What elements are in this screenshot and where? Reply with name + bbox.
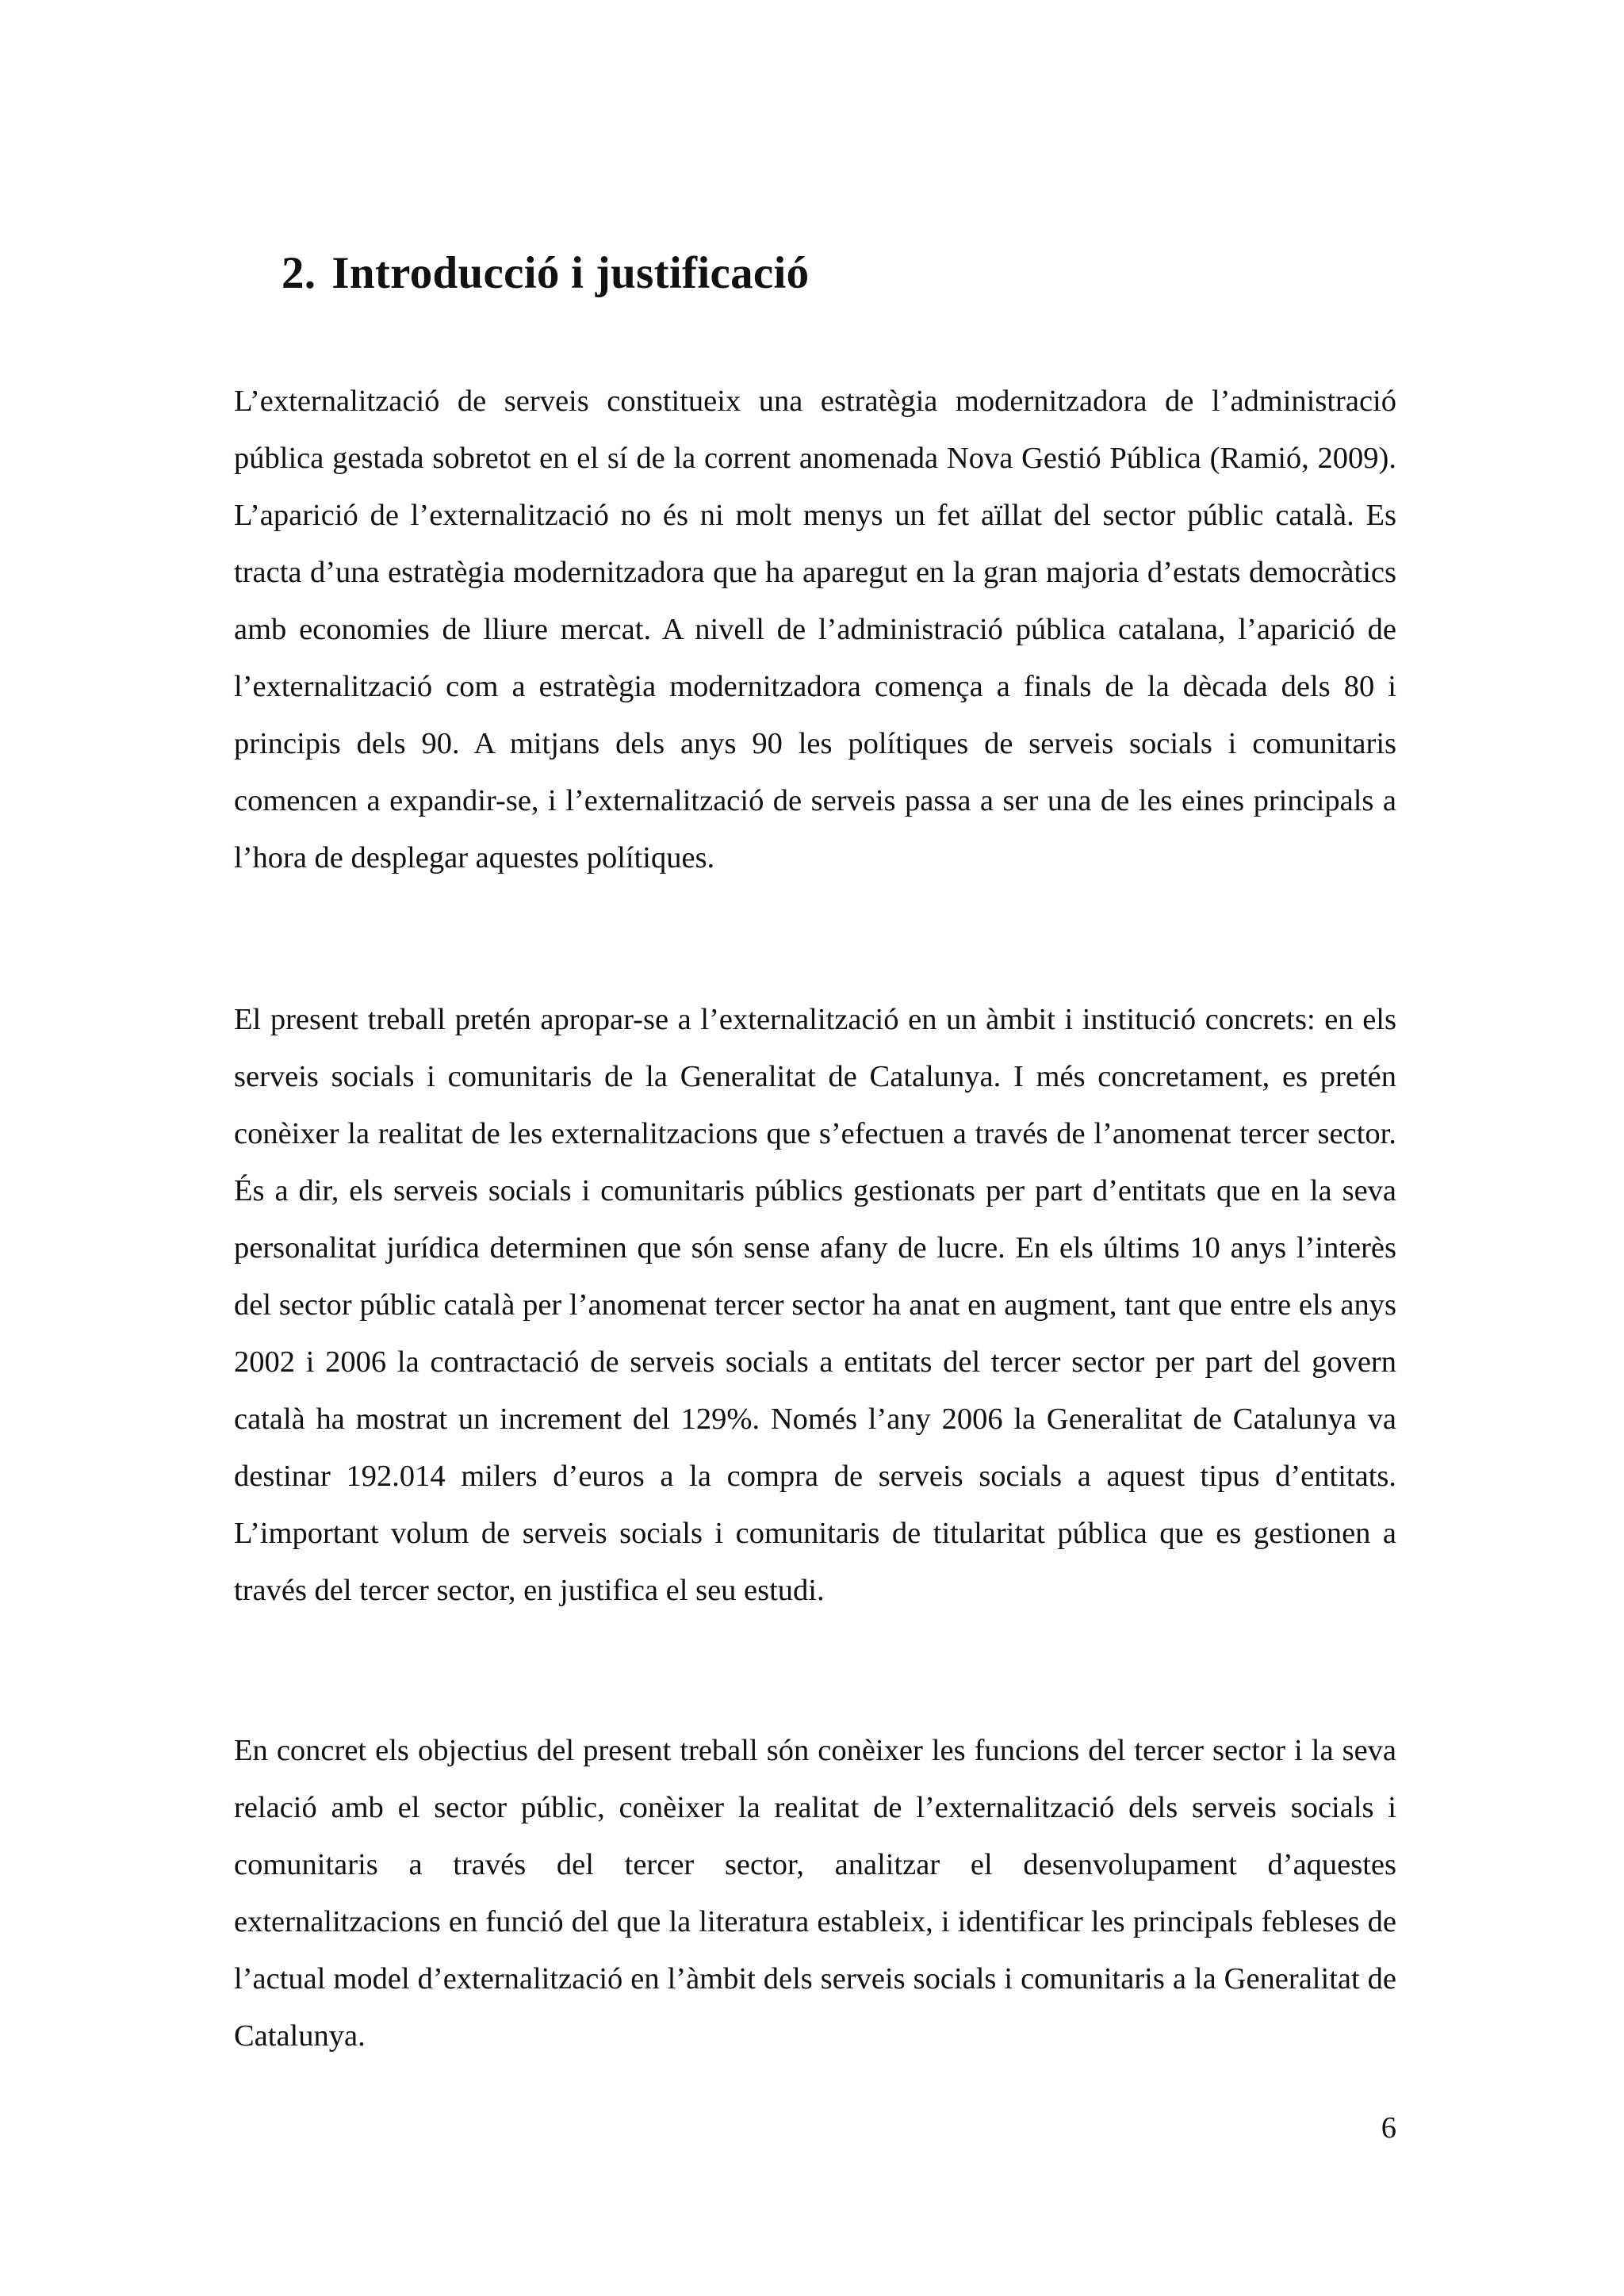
paragraph-scope: El present treball pretén apropar-se a l’externalització en un àmbit i institució concrets: en els serveis socials i comunitaris de la Generalitat de Catalunya. I més concretament, es pretén conèixer la realitat de les externalitzacions que s’efectuen a través de l’anomenat tercer sector. És a dir, els serveis socials i comunitaris públics gestionats per part d’entitats que en la seva personalitat jurídica determinen que són sense afany de lucre. En els últims 10 anys l’interès del sector públic català per l’anomenat tercer sector ha anat en augment, tant que entre els anys 2002 i 2006 la contractació de serveis socials a entitats del tercer sector per part del govern català ha mostrat un increment del 129%. Només l’any 2006 la Generalitat de Catalunya va destinar 192.014 milers d’euros a la compra de serveis socials a aquest tipus d’entitats. L’important volum de serveis socials i comunitaris de titularitat pública que es gestionen a través del tercer sector, en justifica el seu estudi. <box>234 1003 1396 1607</box>
section-heading <box>282 242 809 305</box>
paragraph-intro: L’externalització de serveis constitueix una estratègia modernitzadora de l’administració pública gestada sobretot en el sí de la corrent anomenada Nova Gestió Pública (Ramió, 2009). L’aparició de l’externalització no és ni molt menys un fet aïllat del sector públic català. Es tracta d’una estratègia modernitzadora que ha aparegut en la gran majoria d’estats democràtics amb economies de lliure mercat. A nivell de l’administració pública catalana, l’aparició de l’externalització com a estratègia modernitzadora comença a finals de la dècada dels 80 i principis dels 90. A mitjans dels anys 90 les polítiques de serveis socials i comunitaris comencen a expandir-se, i l’externalització de serveis passa a ser una de les eines principals a l’hora de desplegar aquestes polítiques. <box>234 385 1396 874</box>
section-number: 2. <box>282 248 316 298</box>
paragraph-objectives: En concret els objectius del present treball són conèixer les funcions del tercer sector i la seva relació amb el sector públic, conèixer la realitat de l’externalització dels serveis socials i comunitaris a través del tercer sector, analitzar el desenvolupament d’aquestes externalitzacions en funció del que la literatura estableix, i identificar les principals febleses de l’actual model d’externalització en l’àmbit dels serveis socials i comunitaris a la Generalitat de Catalunya. <box>234 1734 1396 2053</box>
section-title: Introducció i justificació <box>331 248 810 298</box>
page-number: 6 <box>1381 2111 1396 2145</box>
